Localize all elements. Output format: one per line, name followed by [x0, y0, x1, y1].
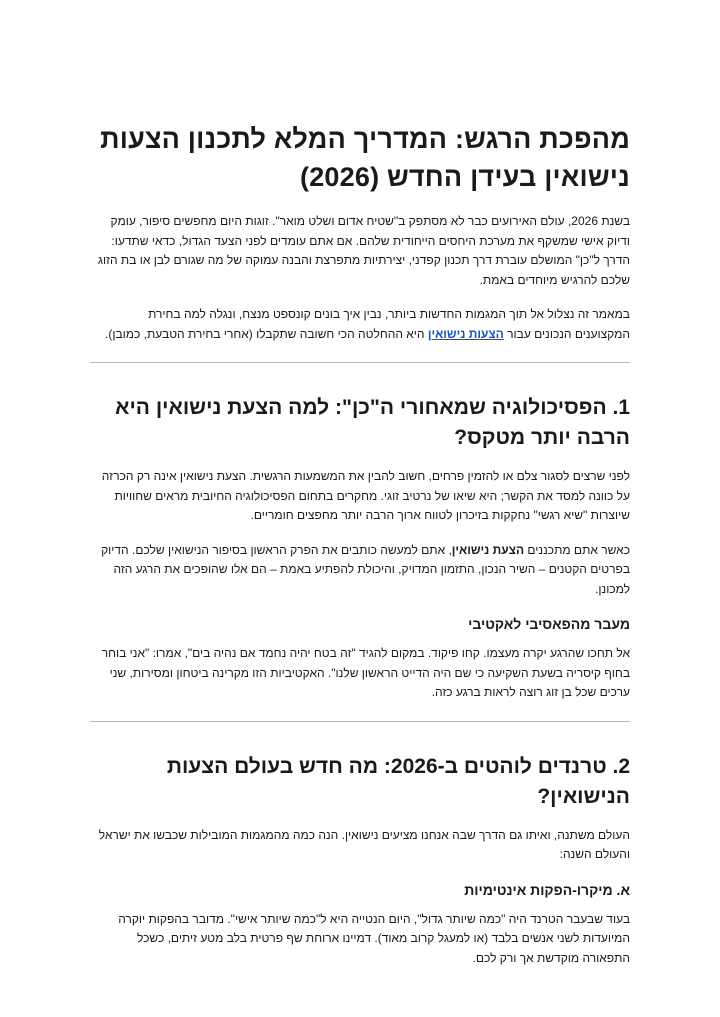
section-1-paragraph-2	[90, 541, 630, 600]
marriage-proposals-link[interactable]: הצעות נישואין	[427, 326, 504, 341]
s1p2-bold-term: הצעת נישואין	[451, 542, 525, 557]
article-title	[90, 120, 630, 196]
section-1-heading: 1. הפסיכולוגיה שמאחורי ה"כן": למה הצעת נישואין היא הרבה יותר מטקס?	[115, 396, 630, 449]
intro-p2-text-before: במאמר זה נצלול אל תוך המגמות החדשות ביותר, נבין איך בונים קונספט מנצח, ונגלה למה בחירת המקצוענים הנכונים עבור	[148, 307, 630, 341]
section-2-paragraph-1: העולם משתנה, ואיתו גם הדרך שבה אנחנו מציעים נישואין. הנה כמה מהמגמות המובילות שכבשו את ישראל והעולם השנה:	[98, 827, 630, 861]
section-1-paragraph-3: אל תחכו שהרגע יקרה מעצמו. קחו פיקוד. במקום להגיד "זה בטח יהיה נחמד אם נהיה בים", אמרו: "אני בוחר בחוף קיסריה בשעת השקיעה כי שם היה הדייט הראשון שלנו". האקטיביות הזו מקרינה ביטחון ומסירות, שני ערכים שכל בן זוג רוצה לראות ברגע כזה.	[101, 646, 630, 699]
s1p2-text-before: כאשר אתם מתכננים	[524, 542, 630, 557]
intro-paragraph-1: בשנת 2026, עולם האירועים כבר לא מסתפק ב"שטיח אדום ושלט מואר". זוגות היום מחפשים סיפור, עומק ודיוק אישי שמשקף את מערכת היחסים הייחודית שלהם. אם אתם עומדים לפני הצעד הגדול, כדאי שתדעו: הדרך ל"כן" המושלם עוברת דרך תכנון קפדני, יצירתיות מתפרצת והבנה עמוקה של מה שגורם לבן או בת הזוג שלכם להרגיש מיוחדים באמת.	[97, 214, 630, 287]
intro-p2-text-after: היא ההחלטה הכי חשובה שתקבלו (אחרי בחירת הטבעת, כמובן).	[105, 326, 428, 341]
intro-paragraph-2	[90, 305, 630, 344]
section-2-subheading: א. מיקרו-הפקות אינטימיות	[464, 881, 630, 898]
section-divider-1	[90, 362, 630, 363]
s1p2-text-after: , אתם למעשה כותבים את הפרק הראשון בסיפור הנישואין שלכם. הדיוק בפרטים הקטנים – השיר הנכון, התזמון המדויק, והיכולת להפתיע באמת – הם אלו שהופכים את הרגע הזה למכונן.	[101, 542, 630, 596]
section-1-paragraph-1: לפני שרצים לסגור צלם או להזמין פרחים, חשוב להבין את המשמעות הרגשית. הצעת נישואין אינה רק הכרזה על כוונה למסד את הקשר; היא שיאו של נרטיב זוגי. מחקרים בתחום הפסיכולוגיה החיובית מראים שחוויות שיוצרות "שיא רגשי" נחקקות בזיכרון לטווח ארוך הרבה יותר מחפצים חומריים.	[101, 469, 630, 522]
section-2-paragraph-2: בעוד שבעבר הטרנד היה "כמה שיותר גדול", היום הנטייה היא ל"כמה שיותר אישי". מדובר בהפקות יוקרה המיועדות לשני אנשים בלבד (או למעגל קרוב מאוד). דמיינו ארוחת שף פרטית בלב מטע זיתים, כשכל התפאורה מוקדשת אך ורק לכם.	[118, 911, 630, 965]
title-line-2: נישואין בעידן החדש (2026)	[299, 162, 630, 192]
section-1-subheading: מעבר מהפאסיבי לאקטיבי	[468, 616, 630, 632]
title-line-1: מהפכת הרגש: המדריך המלא לתכנון הצעות	[100, 124, 630, 154]
section-2-heading: 2. טרנדים לוהטים ב-2026: מה חדש בעולם הצעות הנישואין?	[166, 754, 630, 808]
section-divider-2	[90, 721, 630, 722]
